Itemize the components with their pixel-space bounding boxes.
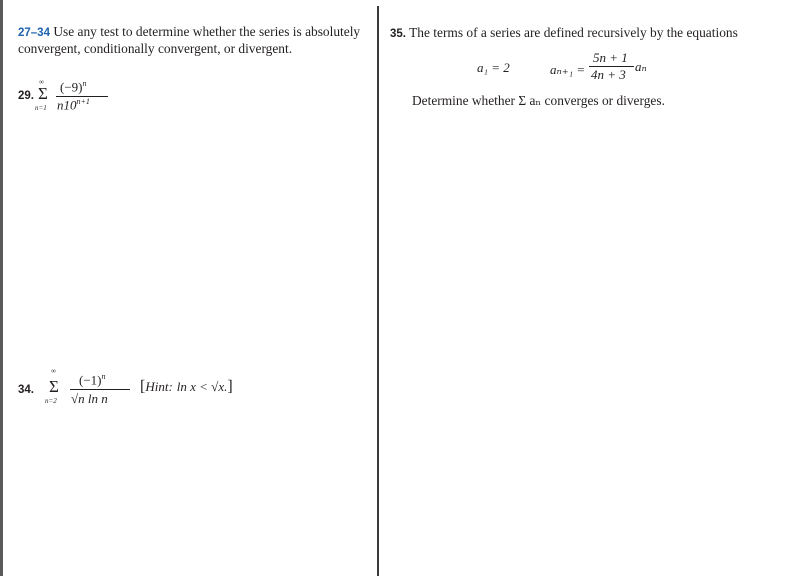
problem-29-sum-upper: ∞ bbox=[39, 78, 44, 86]
problem-35-question: Determine whether Σ aₙ converges or diverges. bbox=[412, 93, 665, 108]
problem-34-denominator: √n ln n bbox=[71, 391, 108, 406]
problem-34-sum-lower: n=2 bbox=[45, 397, 57, 405]
problem-34-sum-upper: ∞ bbox=[51, 367, 56, 375]
problem-35-initial-term: a₁ = 2 bbox=[477, 60, 510, 75]
problem-35-recurrence-tail: aₙ bbox=[635, 59, 647, 74]
page-left-edge bbox=[0, 0, 3, 576]
problem-34-hint: [Hint: ln x < √x.] bbox=[140, 378, 233, 395]
heading-line-1: Use any test to determine whether the series is absolutely bbox=[53, 24, 361, 39]
column-divider bbox=[377, 6, 379, 576]
problem-29-denominator: $n10^{n+1}$ bbox=[57, 97, 90, 113]
problem-35-statement bbox=[390, 25, 738, 41]
problem-29-sum-lower: n=1 bbox=[35, 104, 47, 112]
problem-35-recurrence-lhs: aₙ₊₁ = bbox=[550, 62, 586, 77]
problem-29-sigma: Σ bbox=[38, 84, 48, 103]
problem-35-fraction-numerator: 5n + 1 bbox=[593, 50, 628, 65]
problem-35-text: The terms of a series are defined recursively by the equations bbox=[409, 25, 738, 40]
heading-line-2: convergent, conditionally convergent, or divergent. bbox=[18, 41, 293, 56]
problem-29-numerator: $(-9)^n$ bbox=[60, 79, 87, 95]
problem-34-fraction-bar bbox=[70, 389, 130, 390]
problem-34-sigma: Σ bbox=[49, 377, 59, 396]
exercise-heading bbox=[18, 24, 360, 57]
problem-35-number: 35. bbox=[390, 28, 406, 40]
problem-29-number: 29. bbox=[18, 90, 34, 102]
problem-34-number: 34. bbox=[18, 384, 34, 396]
problem-34-numerator: $(-1)^n$ bbox=[79, 372, 106, 388]
exercise-range: 27–34 bbox=[18, 27, 50, 39]
problem-35-fraction-denominator: 4n + 3 bbox=[591, 67, 626, 82]
